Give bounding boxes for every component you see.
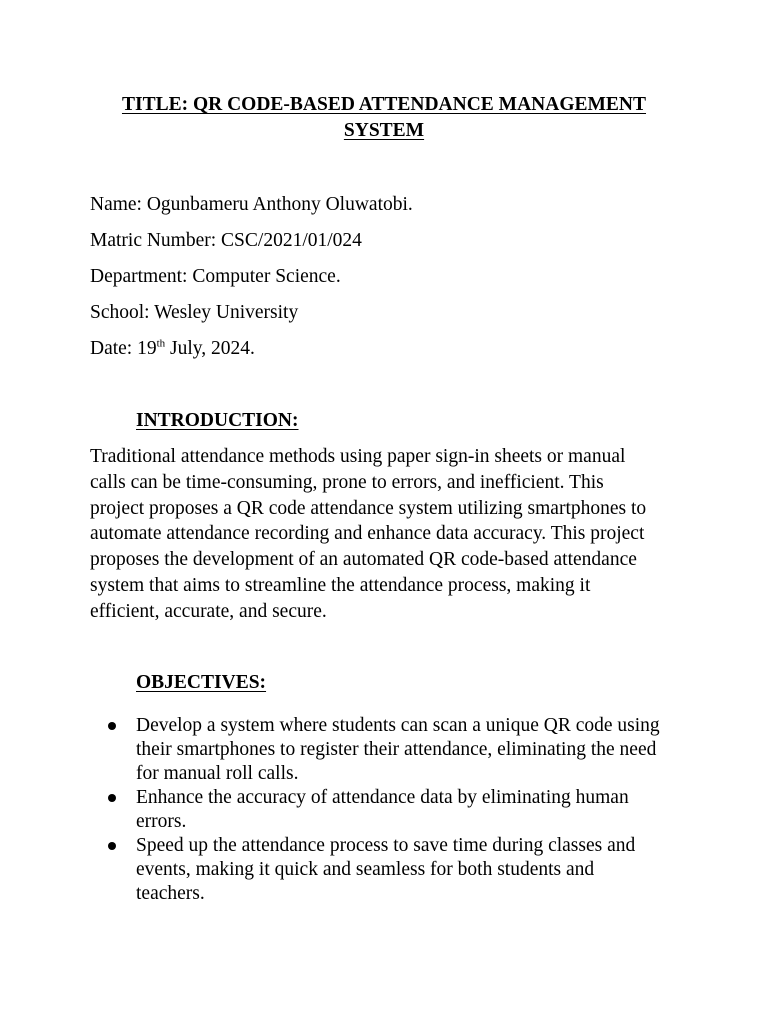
bullet-icon	[108, 794, 116, 802]
paragraph-line: system that aims to streamline the attendance process, making it	[90, 574, 591, 596]
list-item-line: Develop a system where students can scan a unique QR code using	[136, 715, 660, 736]
school: School: Wesley University	[90, 302, 299, 323]
paragraph-line: efficient, accurate, and secure.	[90, 600, 327, 622]
list-item-line: Speed up the attendance process to save time during classes and	[136, 835, 636, 856]
list-item-line: events, making it quick and seamless for both students and	[136, 859, 595, 880]
title-line-2: SYSTEM	[343, 120, 425, 141]
list-item-line: teachers.	[136, 883, 205, 904]
paragraph-line: calls can be time-consuming, prone to errors, and inefficient. This	[90, 471, 604, 493]
introduction-paragraph	[90, 444, 680, 625]
list-item	[108, 714, 708, 786]
list-item	[108, 786, 708, 834]
introduction-heading: INTRODUCTION:	[136, 410, 299, 431]
bullet-icon	[108, 842, 116, 850]
list-item-line: Enhance the accuracy of attendance data by eliminating human	[136, 787, 629, 808]
student-name: Name: Ogunbameru Anthony Oluwatobi.	[90, 194, 413, 215]
title-line-1: TITLE: QR CODE-BASED ATTENDANCE MANAGEMENT	[121, 94, 647, 115]
objectives-heading: OBJECTIVES:	[136, 672, 267, 693]
date-prefix: Date: 19	[90, 338, 157, 359]
paragraph-line: automate attendance recording and enhance data accuracy. This project	[90, 523, 645, 545]
list-item	[108, 834, 708, 906]
document-title	[90, 92, 678, 144]
paragraph-line: project proposes a QR code attendance system utilizing smartphones to	[90, 497, 647, 519]
paragraph-line: proposes the development of an automated QR code-based attendance	[90, 549, 637, 571]
list-item-line: for manual roll calls.	[136, 763, 299, 784]
matric-number: Matric Number: CSC/2021/01/024	[90, 230, 362, 251]
paragraph-line: Traditional attendance methods using paper sign-in sheets or manual	[90, 446, 626, 467]
date-suffix: July, 2024.	[165, 338, 255, 359]
date	[90, 337, 255, 361]
objectives-list	[108, 714, 708, 906]
list-item-line: errors.	[136, 811, 187, 832]
date-ordinal: th	[156, 337, 166, 350]
department: Department: Computer Science.	[90, 266, 341, 287]
list-item-line: their smartphones to register their attendance, eliminating the need	[136, 739, 657, 760]
bullet-icon	[108, 722, 116, 730]
